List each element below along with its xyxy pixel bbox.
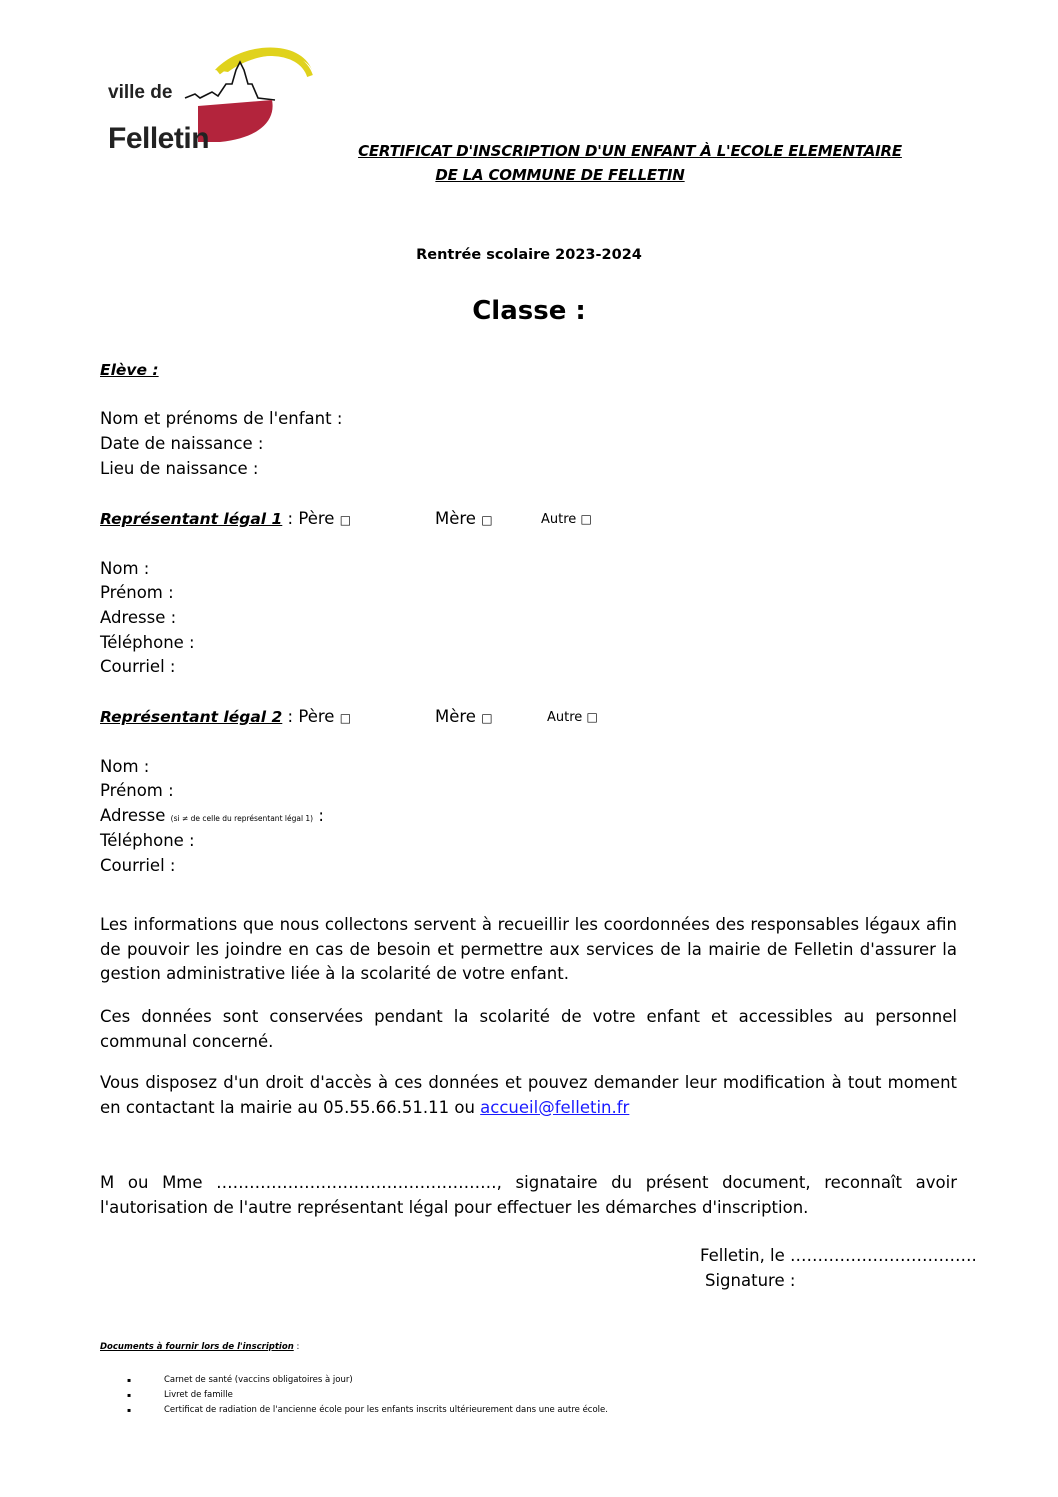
- field-lieu-naissance: Lieu de naissance :: [100, 459, 259, 478]
- rep2-pere-checkbox[interactable]: □: [339, 711, 352, 725]
- rep1-mere-checkbox[interactable]: □: [481, 513, 493, 527]
- rep2-autre-label: Autre: [547, 710, 583, 725]
- rep2-field-telephone: Téléphone :: [100, 831, 195, 850]
- rep2-row: [100, 707, 351, 726]
- eleve-heading: Elève :: [100, 361, 159, 379]
- documents-list-item: ▪ Certificat de radiation de l'ancienne école pour les enfants inscrits ultérieurement dans une autre école.: [127, 1403, 608, 1418]
- rep2-mere-checkbox[interactable]: □: [481, 711, 493, 725]
- documents-list-item: ▪ Livret de famille: [127, 1388, 608, 1403]
- rep2-separator: :: [282, 707, 299, 726]
- info-paragraph-3-text: Vous disposez d'un droit d'accès à ces données et pouvez demander leur modification à tout moment en contactant la mairie au 05.55.66.51.11 ou: [100, 1073, 957, 1117]
- classe-heading: Classe :: [472, 296, 586, 326]
- rep1-field-courriel: Courriel :: [100, 657, 176, 676]
- rep2-pere-label: Père: [298, 707, 335, 726]
- field-nom-prenoms-enfant: Nom et prénoms de l'enfant :: [100, 409, 343, 428]
- school-year: Rentrée scolaire 2023-2024: [416, 247, 642, 263]
- info-paragraph-3: [100, 1071, 957, 1120]
- rep1-pere-checkbox[interactable]: □: [339, 513, 352, 527]
- rep1-field-adresse: Adresse :: [100, 608, 177, 627]
- rep1-field-nom: Nom :: [100, 559, 150, 578]
- rep2-field-courriel: Courriel :: [100, 856, 176, 875]
- rep2-adresse-note: (si ≠ de celle du représentant légal 1): [170, 814, 314, 823]
- rep1-field-telephone: Téléphone :: [100, 633, 195, 652]
- rep2-autre-checkbox[interactable]: □: [586, 710, 598, 724]
- email-link[interactable]: accueil@felletin.fr: [480, 1097, 630, 1117]
- rep2-mere-label: Mère: [435, 707, 476, 726]
- field-date-naissance: Date de naissance :: [100, 434, 264, 453]
- logo-text-felletin: Felletin: [108, 122, 210, 155]
- rep1-field-prenom: Prénom :: [100, 583, 174, 602]
- logo-text-ville: ville de: [108, 82, 173, 103]
- rep1-autre-label: Autre: [541, 512, 577, 527]
- rep2-autre: [547, 710, 598, 725]
- rep1-mere-label: Mère: [435, 509, 476, 528]
- rep1-autre: [541, 512, 592, 527]
- rep1-separator: :: [282, 509, 299, 528]
- felletin-logo: [100, 40, 320, 160]
- document-title-line1: CERTIFICAT D'INSCRIPTION D'UN ENFANT À L'ECOLE ELEMENTAIRE: [358, 142, 902, 160]
- rep2-adresse-label: Adresse: [100, 806, 166, 825]
- rep1-mere: [435, 509, 493, 528]
- rep2-field-prenom: Prénom :: [100, 781, 174, 800]
- rep2-field-adresse: [100, 806, 324, 825]
- rep2-heading: Représentant légal 2: [100, 708, 283, 726]
- documents-list-item: ▪ Carnet de santé (vaccins obligatoires à jour): [127, 1373, 608, 1388]
- rep1-pere-label: Père: [298, 509, 335, 528]
- info-paragraph-4: M ou Mme ……………………………………………, signataire du présent document, reconnaît avoir l'autorisation de l'autre représentant légal pour effectuer les démarches d'inscription.: [100, 1173, 957, 1217]
- document-title-line2: DE LA COMMUNE DE FELLETIN: [435, 166, 685, 184]
- rep2-field-nom: Nom :: [100, 757, 150, 776]
- rep1-heading: Représentant légal 1: [100, 510, 283, 528]
- signature-label: Signature :: [705, 1271, 796, 1290]
- rep2-mere: [435, 707, 493, 726]
- documents-list: [127, 1373, 608, 1418]
- info-paragraph-1: Les informations que nous collectons servent à recueillir les coordonnées des responsables légaux afin de pouvoir les joindre en cas de besoin et permettre aux services de la mairie de Felletin d'assurer la gestion administrative liée à la scolarité de votre enfant.: [100, 915, 957, 983]
- rep1-row: [100, 509, 351, 528]
- documents-heading-text: Documents à fournir lors de l'inscription: [100, 1342, 294, 1352]
- signature-place-date: Felletin, le …………………………….: [700, 1246, 977, 1265]
- rep2-adresse-colon: :: [313, 806, 324, 825]
- info-paragraph-2: Ces données sont conservées pendant la scolarité de votre enfant et accessibles au personnel communal concerné.: [100, 1007, 957, 1051]
- documents-heading: [100, 1342, 299, 1352]
- rep1-autre-checkbox[interactable]: □: [580, 512, 592, 526]
- documents-heading-colon: :: [293, 1342, 300, 1352]
